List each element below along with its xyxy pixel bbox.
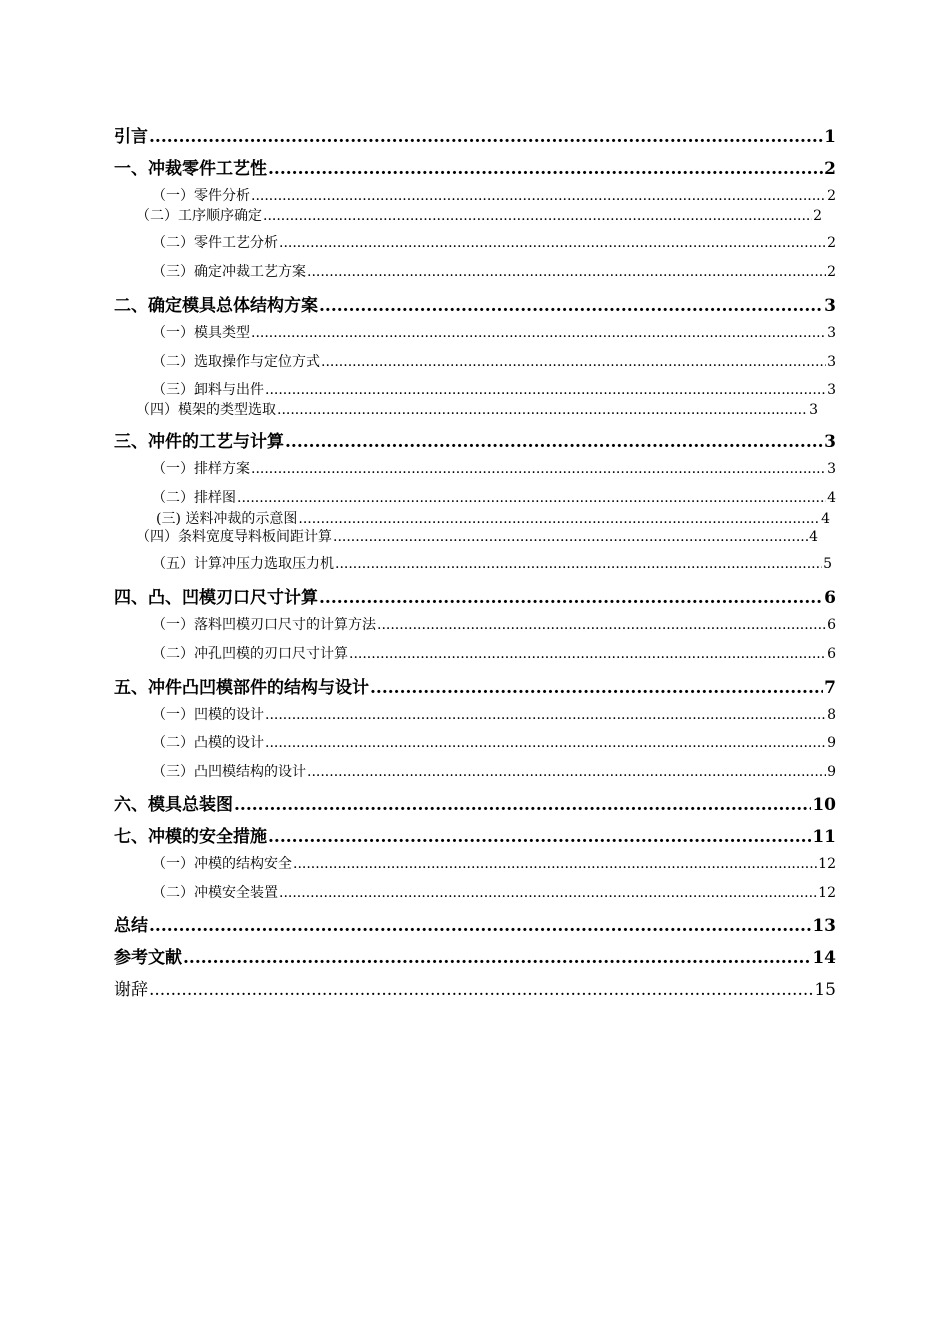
toc-entry-title: 谢辞	[114, 980, 148, 1000]
toc-entry-page: 2	[813, 208, 822, 224]
toc-entry-title: 五、冲件凸凹模部件的结构与设计	[114, 678, 369, 698]
toc-entry-page: 3	[827, 382, 836, 398]
toc-entry-title: （二）零件工艺分析	[152, 235, 278, 251]
toc-entry-title: （二）排样图	[152, 490, 236, 506]
dot-leader	[183, 948, 811, 968]
toc-entry	[152, 853, 836, 873]
toc-entry-title: （一）排样方案	[152, 461, 250, 477]
toc-entry-title: 引言	[114, 127, 148, 147]
toc-entry-title: （三）卸料与出件	[152, 382, 264, 398]
toc-entry-page: 1	[824, 127, 836, 147]
toc-entry-title: 一、冲裁零件工艺性	[114, 159, 267, 179]
toc-entry-title: （一）零件分析	[152, 188, 250, 204]
dot-leader	[285, 432, 823, 452]
dot-leader	[265, 707, 826, 723]
toc-entry-page: 14	[812, 948, 836, 968]
toc-entry-title: 七、冲模的安全措施	[114, 827, 267, 847]
toc-entry-page: 2	[827, 264, 836, 280]
toc-entry-page: 8	[827, 707, 836, 723]
toc-entry	[152, 322, 836, 342]
toc-entry	[152, 761, 836, 781]
dot-leader	[307, 764, 826, 780]
dot-leader	[149, 980, 813, 1000]
dot-leader	[298, 511, 820, 527]
toc-entry-title: （一）模具类型	[152, 325, 250, 341]
toc-entry-title: （一）落料凹模刃口尺寸的计算方法	[152, 617, 376, 633]
toc-entry-page: 12	[818, 856, 836, 872]
toc-entry	[114, 673, 836, 698]
toc-entry-title: （一）凹模的设计	[152, 707, 264, 723]
toc-entry-title: （二）工序顺序确定	[136, 208, 262, 224]
toc-entry	[114, 291, 836, 316]
toc-entry	[114, 427, 836, 452]
dot-leader	[377, 617, 826, 633]
toc-entry	[114, 122, 836, 147]
toc-entry-title: (三) 送料冲裁的示意图	[156, 511, 298, 527]
toc-entry-title: （四）条料宽度导料板间距计算	[136, 529, 332, 545]
dot-leader	[234, 795, 811, 815]
dot-leader	[263, 208, 812, 224]
dot-leader	[265, 382, 826, 398]
toc-entry-title: （二）选取操作与定位方式	[152, 354, 320, 370]
toc-entry	[114, 154, 836, 179]
toc-entry-page: 6	[827, 617, 836, 633]
toc-entry	[152, 704, 836, 724]
toc-entry-page: 13	[812, 916, 836, 936]
toc-entry	[114, 822, 836, 847]
toc-entry	[114, 790, 836, 815]
toc-entry-title: （五）计算冲压力选取压力机	[152, 556, 334, 572]
toc-entry-title: （二）凸模的设计	[152, 735, 264, 751]
toc-entry-page: 7	[824, 678, 836, 698]
toc-entry-title: （四）模架的类型选取	[136, 402, 276, 418]
dot-leader	[251, 325, 826, 341]
dot-leader	[149, 916, 811, 936]
dot-leader	[251, 188, 826, 204]
dot-leader	[279, 235, 826, 251]
toc-entry-page: 4	[821, 511, 830, 527]
dot-leader	[321, 354, 826, 370]
toc-entry-page: 4	[827, 490, 836, 506]
toc-entry-title: （三）凸凹模结构的设计	[152, 764, 306, 780]
toc-entry-page: 4	[809, 529, 818, 545]
toc-entry	[114, 943, 836, 968]
dot-leader	[349, 646, 826, 662]
dot-leader	[333, 529, 808, 545]
dot-leader	[265, 735, 826, 751]
toc-entry	[152, 458, 836, 478]
toc-entry-page: 12	[818, 885, 836, 901]
toc-entry-page: 3	[827, 354, 836, 370]
toc-entry-title: 总结	[114, 916, 148, 936]
toc-entry	[152, 261, 836, 281]
dot-leader	[279, 885, 817, 901]
dot-leader	[335, 556, 822, 572]
toc-entry-page: 2	[827, 188, 836, 204]
toc-entry-page: 9	[827, 735, 836, 751]
toc-entry-title: （三）确定冲裁工艺方案	[152, 264, 306, 280]
toc-entry-title: 二、确定模具总体结构方案	[114, 296, 318, 316]
toc-entry	[152, 232, 836, 252]
toc-entry-page: 5	[823, 556, 832, 572]
toc-entry-page: 15	[814, 980, 836, 1000]
dot-leader	[277, 402, 808, 418]
toc-entry-page: 11	[812, 827, 836, 847]
toc-entry	[152, 614, 836, 634]
dot-leader	[319, 588, 823, 608]
toc-entry	[114, 583, 836, 608]
toc-entry-page: 2	[824, 159, 836, 179]
toc-entry	[114, 911, 836, 936]
toc-entry-title: （一）冲模的结构安全	[152, 856, 292, 872]
toc-entry-page: 3	[824, 432, 836, 452]
toc-entry-page: 9	[827, 764, 836, 780]
dot-leader	[237, 490, 826, 506]
toc-entry-page: 3	[824, 296, 836, 316]
toc-entry-page: 3	[827, 325, 836, 341]
toc-entry	[152, 732, 836, 752]
toc-entry	[114, 975, 836, 1000]
toc-entry-title: 参考文献	[114, 948, 182, 968]
toc-entry-title: 六、模具总装图	[114, 795, 233, 815]
toc-entry-page: 3	[809, 402, 818, 418]
toc-entry-page: 6	[827, 646, 836, 662]
toc-entry	[152, 185, 836, 205]
toc-entry	[152, 882, 836, 902]
toc-entry-title: （二）冲孔凹模的刃口尺寸计算	[152, 646, 348, 662]
toc-entry	[152, 351, 836, 371]
toc-entry-page: 10	[812, 795, 836, 815]
toc-entry	[152, 487, 836, 507]
dot-leader	[251, 461, 826, 477]
toc-entry-page: 2	[827, 235, 836, 251]
toc-entry-title: 三、冲件的工艺与计算	[114, 432, 284, 452]
toc-entry	[152, 379, 836, 399]
toc-entry-page: 6	[824, 588, 836, 608]
dot-leader	[319, 296, 823, 316]
dot-leader	[307, 264, 826, 280]
toc-entry	[136, 526, 818, 546]
dot-leader	[293, 856, 817, 872]
toc-entry-page: 3	[827, 461, 836, 477]
toc-entry	[152, 553, 832, 573]
dot-leader	[268, 827, 811, 847]
dot-leader	[149, 127, 823, 147]
dot-leader	[370, 678, 823, 698]
dot-leader	[268, 159, 823, 179]
toc-entry	[136, 205, 822, 225]
toc-entry-title: （二）冲模安全装置	[152, 885, 278, 901]
toc-entry	[136, 399, 818, 419]
toc-entry	[152, 643, 836, 663]
toc-entry-title: 四、凸、凹模刃口尺寸计算	[114, 588, 318, 608]
toc-entry	[156, 508, 830, 528]
